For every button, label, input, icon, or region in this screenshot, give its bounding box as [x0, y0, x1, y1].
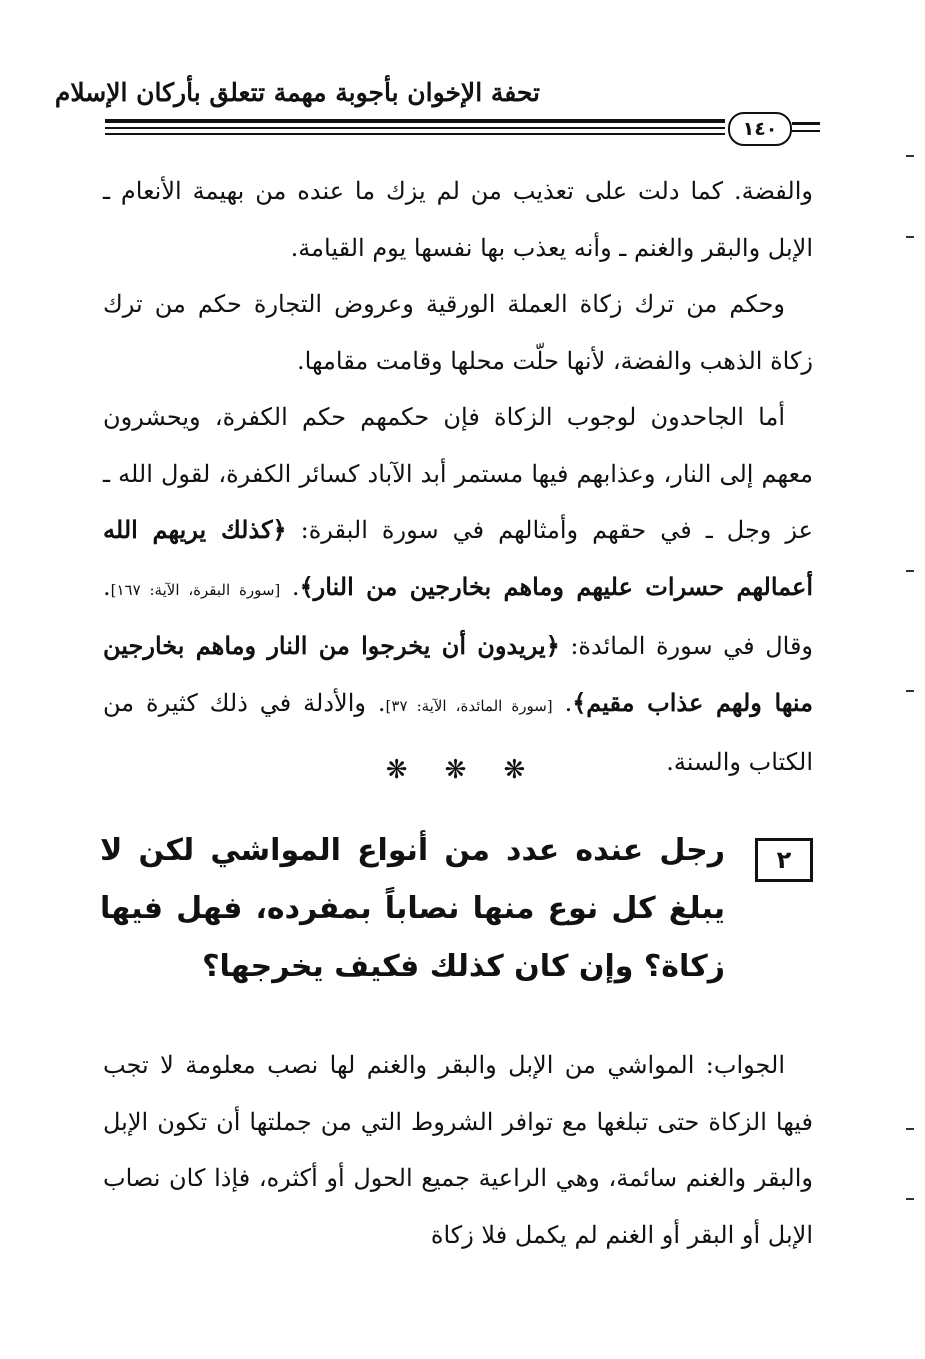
scan-mark — [906, 1128, 914, 1130]
scan-mark — [906, 690, 914, 692]
connector-text: وقال في سورة المائدة: — [570, 632, 814, 660]
closing-text: والأدلة في ذلك كثيرة من الكتاب والسنة. — [103, 688, 813, 776]
question-number-box: ٢ — [755, 838, 813, 882]
paragraph-1: والفضة. كما دلت على تعذيب من لم يزك ما عنده من بهيمة الأنعام ـ الإبل والبقر والغنم ـ وأنه يعذب بها نفسها يوم القيامة. — [103, 177, 813, 262]
header-rule — [105, 119, 725, 123]
verse-2-reference: [سورة المائدة، الآية: ٣٧] — [385, 696, 553, 715]
answer-block — [103, 1037, 813, 1263]
body-block-1 — [103, 163, 813, 791]
scan-mark — [906, 1198, 914, 1200]
header-rule-thin — [105, 127, 725, 129]
scan-mark — [906, 155, 914, 157]
page-number: ١٤٠ — [728, 112, 792, 146]
paragraph-2: وحكم من ترك زكاة العملة الورقية وعروض التجارة حكم من ترك زكاة الذهب والفضة، لأنها حلّت محلها وقامت مقامها. — [103, 290, 813, 375]
paragraph-3-lead: أما الجاحدون لوجوب الزكاة فإن حكمهم حكم الكفرة، ويحشرون معهم إلى النار، وعذابهم فيها مستمر أبد الآباد كسائر الكفرة، لقول الله ـ عز وجل ـ في حقهم وأمثالهم في سورة البقرة: — [103, 403, 813, 544]
quran-verse-2: ﴿يريدون أن يخرجوا من النار وماهم بخارجين منها ولهم عذاب مقيم﴾ — [103, 631, 813, 717]
paragraph-3: أما الجاحدون لوجوب الزكاة فإن حكمهم حكم الكفرة، ويحشرون معهم إلى النار، وعذابهم فيها مستمر أبد الآباد كسائر الكفرة، لقول الله ـ عز وجل ـ في حقهم وأمثالهم في سورة البقرة: ﴿كذلك يريهم الله أعمالهم حسرات عليهم وماهم بخارجين من النار﴾. [سورة البقرة، الآية: ١٦٧]. وقال في سورة المائدة: ﴿يريدون أن يخرجوا من النار وماهم بخارجين منها ولهم عذاب مقيم﴾. [سورة المائدة، الآية: ٣٧]. والأدلة في ذلك كثيرة من الكتاب والسنة. — [103, 403, 814, 776]
header-rule-right — [792, 122, 820, 125]
section-separator: ❋ ❋ ❋ — [385, 755, 540, 785]
scan-mark — [906, 236, 914, 238]
question-text: رجل عنده عدد من أنواع المواشي لكن لا يبلغ كل نوع منها نصاباً بمفرده، فهل فيها زكاة؟ وإن كان كذلك فكيف يخرجها؟ — [100, 833, 725, 984]
header-rule-thin-2 — [105, 133, 725, 135]
quran-verse-1: ﴿كذلك يريهم الله أعمالهم حسرات عليهم وماهم بخارجين من النار﴾ — [103, 515, 813, 601]
header-rule-right-2 — [792, 130, 820, 132]
running-title: تحفة الإخوان بأجوبة مهمة تتعلق بأركان الإسلام — [54, 78, 540, 107]
answer-text: الجواب: المواشي من الإبل والبقر والغنم لها نصب معلومة لا تجب فيها الزكاة حتى تبلغها مع توافر الشروط التي من جملتها أن تكون الإبل والبقر والغنم سائمة، وهي الراعية جميع الحول أو أكثره، فإذا كان نصاب الإبل أو البقر أو الغنم لم يكمل فلا زكاة — [103, 1051, 813, 1249]
verse-1-reference: [سورة البقرة، الآية: ١٦٧] — [110, 580, 281, 599]
scan-mark — [906, 570, 914, 572]
